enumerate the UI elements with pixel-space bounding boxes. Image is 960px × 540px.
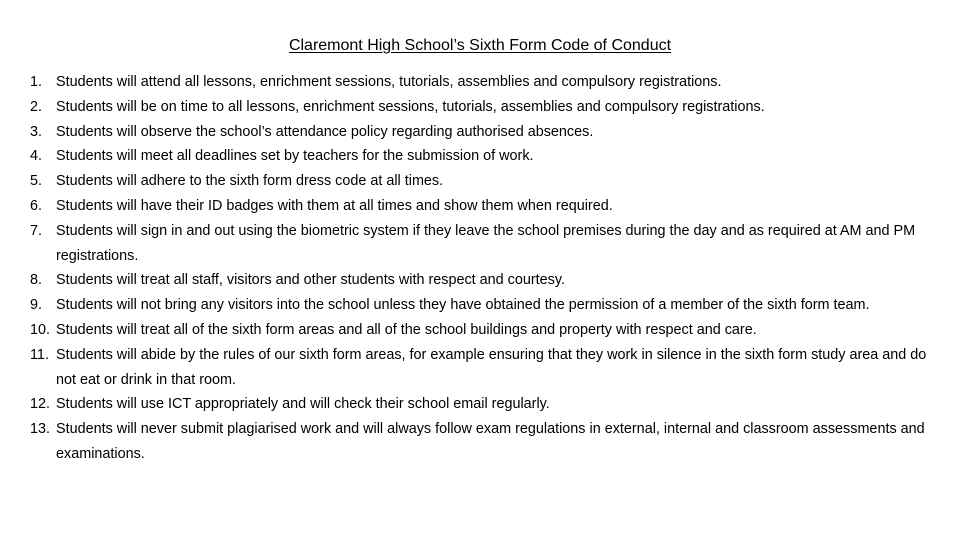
rule-number: 5. [30, 173, 43, 190]
list-item [30, 318, 940, 343]
rule-number: 8. [30, 272, 43, 289]
rule-number: 3. [30, 123, 43, 140]
rule-text: Students will be on time to all lessons, enrichment sessions, tutorials, assemblies and compulsory registrations. [56, 98, 765, 115]
page-title: Claremont High School’s Sixth Form Code of Conduct [288, 37, 672, 54]
rule-number: 13. [30, 421, 51, 438]
rule-number: 1. [30, 74, 43, 90]
rule-text: Students will not bring any visitors into the school unless they have obtained the permission of a member of the sixth form team. [56, 297, 870, 314]
rule-number: 12. [30, 396, 51, 413]
list-item [30, 194, 940, 219]
list-item [30, 95, 940, 120]
rule-text: Students will treat all of the sixth form areas and all of the school buildings and property with respect and care. [56, 321, 757, 338]
rule-text: Students will observe the school’s attendance policy regarding authorised absences. [56, 123, 594, 140]
rule-text: Students will adhere to the sixth form dress code at all times. [56, 173, 444, 190]
rule-number: 6. [30, 197, 43, 214]
list-item [30, 343, 940, 393]
rule-number: 7. [30, 222, 43, 239]
rule-text: Students will meet all deadlines set by teachers for the submission of work. [56, 148, 534, 165]
rule-text: Students will sign in and out using the biometric system if they leave the school premises during the day and as required at AM and PM registrations. [56, 222, 916, 264]
list-item [30, 219, 940, 269]
list-item [30, 417, 940, 467]
rule-number: 9. [30, 297, 43, 314]
list-item [30, 144, 940, 169]
rule-number: 10. [30, 321, 51, 338]
list-item [30, 169, 940, 194]
list-item [30, 268, 940, 293]
list-item [30, 392, 940, 417]
rule-text: Students will use ICT appropriately and will check their school email regularly. [56, 396, 550, 413]
rule-text: Students will attend all lessons, enrichment sessions, tutorials, assemblies and compulsory registrations. [56, 74, 722, 90]
rule-text: Students will have their ID badges with them at all times and show them when required. [56, 197, 613, 214]
list-item [30, 120, 940, 145]
rule-number: 4. [30, 148, 43, 165]
rule-text: Students will abide by the rules of our sixth form areas, for example ensuring that they work in silence in the sixth form study area and do not eat or drink in that room. [56, 346, 927, 388]
list-item [30, 293, 940, 318]
list-item [30, 70, 940, 95]
rule-text: Students will never submit plagiarised work and will always follow exam regulations in external, internal and classroom assessments and examinations. [56, 421, 925, 462]
rule-number: 2. [30, 98, 43, 115]
rule-number: 11. [30, 346, 49, 363]
rule-text: Students will treat all staff, visitors and other students with respect and courtesy. [56, 272, 565, 289]
rules-list [30, 70, 940, 467]
